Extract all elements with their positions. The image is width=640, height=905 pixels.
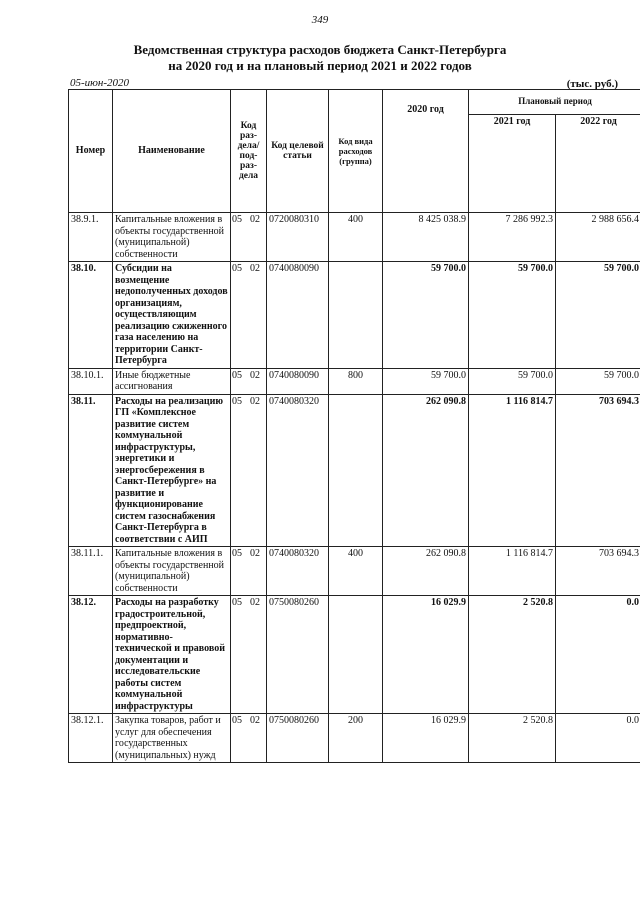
razdel-code: 05 (232, 395, 242, 407)
row-name: Субсидии на возмещение недополученных доходов организациям, осуществляющим реализацию сжиженного газа населению на территории Санкт-Петербурга (113, 262, 231, 369)
row-target: 0740080090 (267, 368, 329, 394)
row-v2021: 59 700.0 (469, 368, 556, 394)
row-vid (329, 262, 383, 369)
row-name: Закупка товаров, работ и услуг для обеспечения государственных (муниципальных) нужд (113, 714, 231, 763)
row-v2021: 2 520.8 (469, 596, 556, 714)
row-number: 38.11. (69, 394, 113, 547)
header-plan: Плановый период (469, 90, 640, 115)
row-number: 38.12.1. (69, 714, 113, 763)
razdel-code: 05 (232, 369, 242, 381)
row-name: Капитальные вложения в объекты государственной (муниципальной) собственности (113, 547, 231, 596)
table-row (69, 547, 640, 596)
table-row (69, 714, 640, 763)
row-target: 0740080320 (267, 394, 329, 547)
row-v2021: 2 520.8 (469, 714, 556, 763)
row-v2020: 16 029.9 (383, 714, 469, 763)
row-razdel (231, 394, 267, 547)
row-number: 38.10.1. (69, 368, 113, 394)
row-v2021: 1 116 814.7 (469, 547, 556, 596)
row-v2022: 703 694.3 (556, 547, 640, 596)
row-razdel (231, 596, 267, 714)
row-number: 38.12. (69, 596, 113, 714)
table-row (69, 394, 640, 547)
row-razdel (231, 714, 267, 763)
podrazdel-code: 02 (250, 214, 260, 225)
row-name: Расходы на реализацию ГП «Комплексное развитие систем коммунальной инфраструктуры, энергетики и энергосбережения в Санкт-Петербурге» на развитие и функционирование систем газоснабжения Санкт-Петербурга в соответствии с АИП (113, 394, 231, 547)
row-v2021: 1 116 814.7 (469, 394, 556, 547)
row-v2022: 703 694.3 (556, 394, 640, 547)
row-target: 0750080260 (267, 714, 329, 763)
table-row (69, 262, 640, 369)
header-name: Наименование (113, 90, 231, 213)
table-row (69, 368, 640, 394)
row-v2022: 0.0 (556, 596, 640, 714)
row-v2020: 59 700.0 (383, 262, 469, 369)
header-2021: 2021 год (469, 115, 556, 213)
podrazdel-code: 02 (250, 395, 260, 407)
row-v2022: 59 700.0 (556, 262, 640, 369)
header-razdel: Код раз- дела/ под- раз- дела (231, 90, 267, 213)
row-v2020: 8 425 038.9 (383, 213, 469, 262)
row-vid: 400 (329, 213, 383, 262)
podrazdel-code: 02 (250, 369, 260, 381)
razdel-code: 05 (232, 597, 242, 608)
razdel-code: 05 (232, 214, 242, 225)
document-title (0, 42, 640, 74)
podrazdel-code: 02 (250, 597, 260, 608)
row-vid: 200 (329, 714, 383, 763)
row-razdel (231, 262, 267, 369)
row-razdel (231, 368, 267, 394)
podrazdel-code: 02 (250, 715, 260, 726)
row-vid (329, 596, 383, 714)
row-name: Расходы на разработку градостроительной, предпроектной, нормативно-технической и правовой документации и исследовательские работы систем коммунальной инфраструктуры (113, 596, 231, 714)
row-name: Иные бюджетные ассигнования (113, 368, 231, 394)
row-target: 0740080090 (267, 262, 329, 369)
row-number: 38.11.1. (69, 547, 113, 596)
row-target: 0750080260 (267, 596, 329, 714)
row-number: 38.9.1. (69, 213, 113, 262)
units-label: (тыс. руб.) (566, 78, 618, 90)
table-body (69, 213, 640, 763)
row-number: 38.10. (69, 262, 113, 369)
row-v2022: 2 988 656.4 (556, 213, 640, 262)
row-razdel (231, 213, 267, 262)
table-row (69, 596, 640, 714)
razdel-code: 05 (232, 548, 242, 559)
row-v2020: 59 700.0 (383, 368, 469, 394)
row-v2021: 59 700.0 (469, 262, 556, 369)
row-v2020: 16 029.9 (383, 596, 469, 714)
table-row (69, 213, 640, 262)
row-razdel (231, 547, 267, 596)
row-target: 0720080310 (267, 213, 329, 262)
header-vid: Код вида расходов (группа) (329, 90, 383, 213)
header-2020: 2020 год (383, 90, 469, 213)
title-line-2: на 2020 год и на плановый период 2021 и 2022 годов (168, 58, 472, 73)
row-v2020: 262 090.8 (383, 394, 469, 547)
title-line-1: Ведомственная структура расходов бюджета Санкт-Петербурга (133, 42, 507, 57)
row-v2022: 0.0 (556, 714, 640, 763)
podrazdel-code: 02 (250, 263, 260, 274)
row-v2022: 59 700.0 (556, 368, 640, 394)
header-nomer: Номер (69, 90, 113, 213)
expense-table (68, 89, 640, 763)
page-number: 349 (311, 14, 329, 26)
header-target: Код целевой статьи (267, 90, 329, 213)
razdel-code: 05 (232, 263, 242, 274)
razdel-code: 05 (232, 715, 242, 726)
row-v2020: 262 090.8 (383, 547, 469, 596)
row-vid (329, 394, 383, 547)
row-name: Капитальные вложения в объекты государственной (муниципальной) собственности (113, 213, 231, 262)
row-v2021: 7 286 992.3 (469, 213, 556, 262)
row-target: 0740080320 (267, 547, 329, 596)
row-vid: 800 (329, 368, 383, 394)
row-vid: 400 (329, 547, 383, 596)
document-date: 05-июн-2020 (70, 77, 130, 89)
podrazdel-code: 02 (250, 548, 260, 559)
header-2022: 2022 год (556, 115, 640, 213)
